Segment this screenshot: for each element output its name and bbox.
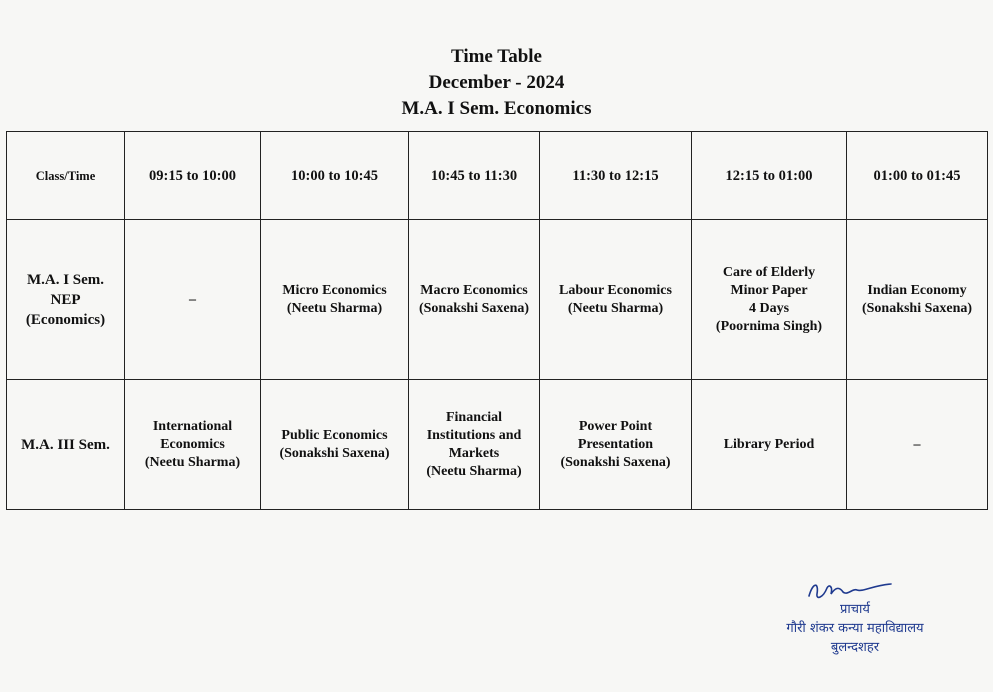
document-header: [0, 44, 993, 122]
table-cell: [261, 380, 409, 510]
cell-line: M.A. I Sem.: [26, 271, 105, 288]
cell-line: Library Period: [723, 436, 815, 452]
cell-line: Public Economics: [281, 427, 388, 443]
column-header: 10:00 to 10:45: [261, 132, 409, 220]
cell-line: Macro Economics: [420, 282, 528, 298]
table-cell: [125, 380, 261, 510]
cell-line: Markets: [448, 445, 500, 461]
cell-line: Minor Paper: [730, 282, 808, 298]
cell-line: –: [189, 291, 196, 307]
table-cell: [847, 220, 988, 380]
document-title: Time Table: [451, 46, 542, 67]
row-class-cell: [7, 380, 125, 510]
cell-line: M.A. III Sem.: [21, 436, 110, 453]
table-cell: [540, 220, 692, 380]
table-cell: [540, 380, 692, 510]
table-cell: [692, 220, 847, 380]
cell-line: (Sonakshi Saxena): [861, 300, 973, 316]
table-row: [7, 380, 988, 510]
column-header: 09:15 to 10:00: [125, 132, 261, 220]
column-header: 10:45 to 11:30: [409, 132, 540, 220]
cell-line: (Sonakshi Saxena): [279, 445, 390, 461]
cell-line: (Neetu Sharma): [426, 463, 522, 479]
column-header: 12:15 to 01:00: [692, 132, 847, 220]
table-cell: [847, 380, 988, 510]
cell-line: Indian Economy: [867, 282, 967, 298]
cell-line: –: [913, 436, 921, 452]
cell-line: Economics: [160, 436, 225, 452]
table-cell: [261, 220, 409, 380]
cell-line: 4 Days: [748, 300, 790, 316]
cell-line: Care of Elderly: [722, 264, 816, 280]
cell-line: International: [152, 418, 233, 434]
principal-signature-block: [745, 578, 965, 657]
timetable: [6, 131, 988, 510]
column-header: 01:00 to 01:45: [847, 132, 988, 220]
cell-line: NEP: [50, 291, 81, 308]
cell-line: Micro Economics: [282, 282, 387, 298]
principal-label: प्राचार्य: [840, 602, 870, 617]
cell-line: Labour Economics: [559, 282, 672, 298]
column-header: 11:30 to 12:15: [540, 132, 692, 220]
table-cell: [409, 380, 540, 510]
table-cell: [125, 220, 261, 380]
table-cell: [409, 220, 540, 380]
row-class-cell: [7, 220, 125, 380]
cell-line: Financial: [445, 409, 502, 425]
cell-line: Power Point: [578, 418, 653, 434]
cell-line: Institutions and: [426, 427, 522, 443]
table-row: [7, 220, 988, 380]
cell-line: (Sonakshi Saxena): [418, 300, 530, 316]
timetable-header-row: [7, 132, 988, 220]
cell-line: (Neetu Sharma): [567, 300, 664, 316]
document-course: M.A. I Sem. Economics: [401, 98, 592, 119]
cell-line: (Poornima Singh): [715, 318, 823, 334]
cell-line: Presentation: [577, 436, 654, 452]
document-month: December - 2024: [428, 72, 565, 93]
cell-line: (Neetu Sharma): [286, 300, 383, 316]
college-city: बुलन्दशहर: [830, 640, 880, 655]
cell-line: (Neetu Sharma): [144, 454, 241, 470]
table-cell: [692, 380, 847, 510]
cell-line: (Sonakshi Saxena): [560, 454, 671, 470]
cell-line: (Economics): [25, 311, 106, 328]
college-name: गौरी शंकर कन्या महाविद्यालय: [786, 621, 924, 636]
column-header: Class/Time: [7, 132, 125, 220]
